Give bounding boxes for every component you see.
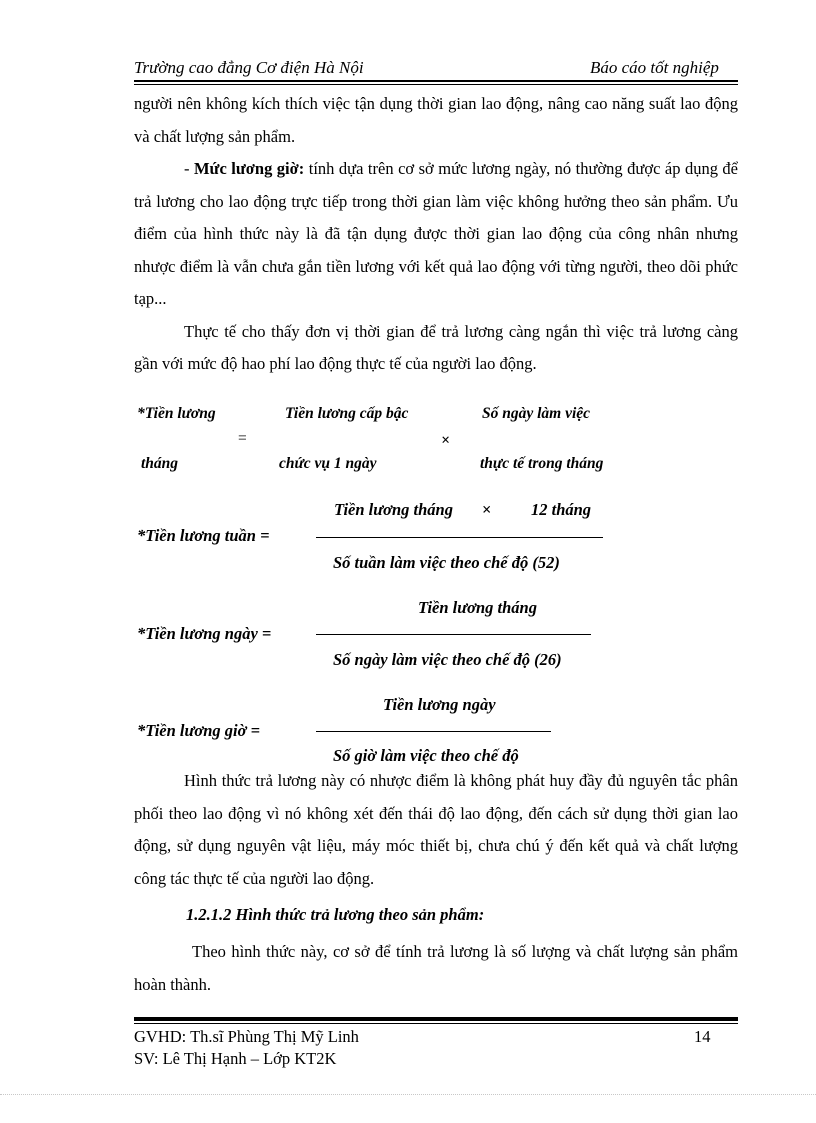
monthly-lhs-line2: tháng bbox=[141, 455, 179, 472]
paragraph-2-text: tính dựa trên cơ sở mức lương ngày, nó thường được áp dụng để trả lương cho lao động trực tiếp trong thời gian làm việc không hưởng theo sản phẩm. Ưu điểm của hình thức này là đã tận dụng được thời gian lao động của công nhân nhưng nhược điểm là vẫn chưa gắn tiền lương với kết quả lao động với từng người, theo dõi phức tạp... bbox=[134, 159, 739, 308]
header-rule-thin bbox=[134, 84, 738, 85]
monthly-lhs-line1: *Tiền lương bbox=[137, 405, 216, 422]
paragraph-1: người nên không kích thích việc tận dụng thời gian lao động, nâng cao năng suất lao động và chất lượng sản phẩm. bbox=[134, 94, 738, 146]
footer-rule-thin bbox=[134, 1023, 738, 1024]
monthly-times: × bbox=[441, 432, 450, 449]
monthly-factor1-line1: Tiền lương cấp bậc bbox=[285, 405, 409, 422]
footer-advisor: GVHD: Th.sĩ Phùng Thị Mỹ Linh bbox=[134, 1027, 359, 1046]
footer-student: SV: Lê Thị Hạnh – Lớp KT2K bbox=[134, 1049, 337, 1068]
weekly-fraction-bar bbox=[316, 537, 603, 538]
daily-numerator: Tiền lương tháng bbox=[418, 598, 537, 617]
body-text-last bbox=[134, 936, 738, 1001]
hourly-wage-term: Mức lương giờ: bbox=[193, 159, 305, 178]
hourly-denominator: Số giờ làm việc theo chế độ bbox=[333, 746, 519, 765]
body-text-bottom bbox=[134, 765, 738, 895]
weekly-lhs: *Tiền lương tuần = bbox=[137, 526, 270, 545]
monthly-factor2-line2: thực tế trong tháng bbox=[480, 455, 604, 472]
paragraph-2-lead: - bbox=[184, 159, 194, 178]
weekly-numerator-b: 12 tháng bbox=[531, 500, 592, 519]
daily-denominator: Số ngày làm việc theo chế độ (26) bbox=[333, 650, 562, 669]
hourly-fraction-bar bbox=[316, 731, 551, 732]
footer-rule bbox=[134, 1017, 738, 1021]
monthly-equals: = bbox=[238, 430, 247, 447]
weekly-numerator-op: × bbox=[482, 500, 492, 519]
paragraph-5: Theo hình thức này, cơ sở để tính trả lương là số lượng và chất lượng sản phẩm hoàn thành. bbox=[134, 942, 738, 994]
hourly-numerator: Tiền lương ngày bbox=[383, 695, 496, 714]
header-rule bbox=[134, 80, 738, 82]
page-number: 14 bbox=[694, 1027, 711, 1046]
header-school-name: Trường cao đẳng Cơ điện Hà Nội bbox=[134, 58, 364, 77]
paragraph-3: Thực tế cho thấy đơn vị thời gian để trả lương càng ngắn thì việc trả lương càng gần với mức độ hao phí lao động thực tế của người lao động. bbox=[134, 321, 738, 373]
weekly-numerator-a: Tiền lương tháng bbox=[334, 500, 453, 519]
weekly-denominator: Số tuần làm việc theo chế độ (52) bbox=[333, 553, 560, 572]
paragraph-4: Hình thức trả lương này có nhược điểm là không phát huy đầy đủ nguyên tắc phân phối theo lao động vì nó không xét đến thái độ lao động, đến cách sử dụng thời gian lao động, sử dụng nguyên vật liệu, máy móc thiết bị, chưa chú ý đến kết quả và chất lượng công tác thực tế của người lao động. bbox=[134, 771, 738, 888]
page-edge-dotted-line bbox=[0, 1094, 816, 1095]
monthly-factor2-line1: Số ngày làm việc bbox=[482, 405, 591, 422]
paragraph-2 bbox=[134, 153, 738, 316]
section-heading: 1.2.1.2 Hình thức trả lương theo sản phẩm: bbox=[186, 905, 485, 924]
hourly-lhs: *Tiền lương giờ = bbox=[137, 721, 261, 740]
monthly-factor1-line2: chức vụ 1 ngày bbox=[279, 455, 377, 472]
header-report-title: Báo cáo tốt nghiệp bbox=[590, 58, 719, 77]
daily-lhs: *Tiền lương ngày = bbox=[137, 624, 272, 643]
daily-fraction-bar bbox=[316, 634, 591, 635]
body-text-top bbox=[134, 88, 738, 381]
